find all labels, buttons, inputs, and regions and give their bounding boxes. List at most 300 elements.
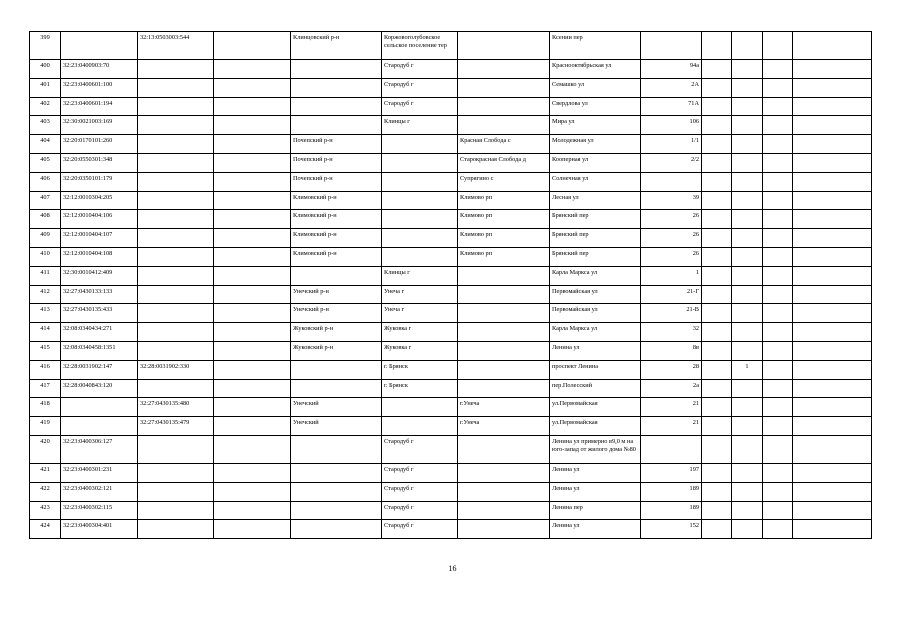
- district-cell: [291, 463, 382, 482]
- cadastral-number-2-cell: [138, 482, 214, 501]
- extra-cell-1: [702, 229, 732, 248]
- settlement-cell: [382, 172, 458, 191]
- district-cell: Почепский р-н: [291, 153, 382, 172]
- extra-cell-2: [732, 379, 763, 398]
- street-cell: Ленина ул: [550, 520, 641, 539]
- extra-cell-3: [763, 323, 793, 342]
- cadastral-number-cell: 32:27:0430135:433: [61, 304, 138, 323]
- cadastral-number-cell: 32:12:0010304:205: [61, 191, 138, 210]
- row-number-cell: 413: [30, 304, 61, 323]
- extra-cell-2: [732, 417, 763, 436]
- cadastral-number-2-cell: [138, 379, 214, 398]
- house-number-cell: 2А: [641, 78, 702, 97]
- blank-cell: [214, 135, 291, 154]
- cadastral-number-2-cell: [138, 153, 214, 172]
- extra-cell-2: 1: [732, 360, 763, 379]
- extra-cell-3: [763, 304, 793, 323]
- locality-cell: г.Унеча: [458, 398, 550, 417]
- district-cell: Почепский р-н: [291, 135, 382, 154]
- extra-cell-4: [793, 323, 872, 342]
- extra-cell-1: [702, 417, 732, 436]
- locality-cell: [458, 379, 550, 398]
- settlement-cell: Стародуб г: [382, 97, 458, 116]
- row-number-cell: 408: [30, 210, 61, 229]
- locality-cell: [458, 116, 550, 135]
- locality-cell: [458, 32, 550, 60]
- extra-cell-4: [793, 379, 872, 398]
- settlement-cell: Стародуб г: [382, 520, 458, 539]
- settlement-cell: Унеча г: [382, 304, 458, 323]
- locality-cell: Климово рп: [458, 191, 550, 210]
- extra-cell-2: [732, 463, 763, 482]
- district-cell: Климовский р-н: [291, 229, 382, 248]
- street-cell: Ленина ул: [550, 482, 641, 501]
- district-cell: Почепский р-н: [291, 172, 382, 191]
- settlement-cell: [382, 153, 458, 172]
- extra-cell-1: [702, 172, 732, 191]
- row-number-cell: 420: [30, 435, 61, 463]
- cadastral-number-cell: 32:23:0400306:127: [61, 435, 138, 463]
- extra-cell-2: [732, 482, 763, 501]
- extra-cell-4: [793, 191, 872, 210]
- extra-cell-3: [763, 398, 793, 417]
- cadastral-number-cell: 32:12:0010404:108: [61, 247, 138, 266]
- extra-cell-3: [763, 247, 793, 266]
- settlement-cell: Клинцы г: [382, 266, 458, 285]
- cadastral-number-2-cell: [138, 229, 214, 248]
- extra-cell-3: [763, 463, 793, 482]
- cadastral-number-2-cell: [138, 463, 214, 482]
- row-number-cell: 407: [30, 191, 61, 210]
- district-cell: Унечский р-н: [291, 304, 382, 323]
- blank-cell: [214, 379, 291, 398]
- house-number-cell: 28: [641, 360, 702, 379]
- extra-cell-2: [732, 97, 763, 116]
- row-number-cell: 415: [30, 341, 61, 360]
- blank-cell: [214, 341, 291, 360]
- settlement-cell: Стародуб г: [382, 501, 458, 520]
- table-row: [30, 172, 872, 191]
- cadastral-number-2-cell: [138, 323, 214, 342]
- table-row: [30, 520, 872, 539]
- extra-cell-2: [732, 323, 763, 342]
- cadastral-number-2-cell: [138, 285, 214, 304]
- table-row: [30, 463, 872, 482]
- street-cell: Лесная ул: [550, 191, 641, 210]
- street-cell: Ленина пер: [550, 501, 641, 520]
- table-row: [30, 135, 872, 154]
- table-row: [30, 229, 872, 248]
- street-cell: ул.Первомайская: [550, 398, 641, 417]
- blank-cell: [214, 191, 291, 210]
- settlement-cell: [382, 191, 458, 210]
- district-cell: Климовский р-н: [291, 247, 382, 266]
- table-row: [30, 78, 872, 97]
- street-cell: Ксении пер: [550, 32, 641, 60]
- house-number-cell: 1: [641, 266, 702, 285]
- district-cell: Жуковский р-н: [291, 341, 382, 360]
- extra-cell-1: [702, 379, 732, 398]
- extra-cell-1: [702, 520, 732, 539]
- extra-cell-4: [793, 116, 872, 135]
- extra-cell-1: [702, 323, 732, 342]
- house-number-cell: 26: [641, 229, 702, 248]
- extra-cell-1: [702, 247, 732, 266]
- house-number-cell: 1/1: [641, 135, 702, 154]
- table-row: [30, 210, 872, 229]
- extra-cell-2: [732, 247, 763, 266]
- extra-cell-2: [732, 341, 763, 360]
- extra-cell-1: [702, 135, 732, 154]
- cadastral-number-2-cell: [138, 501, 214, 520]
- cadastral-number-2-cell: [138, 304, 214, 323]
- settlement-cell: [382, 135, 458, 154]
- cadastral-number-2-cell: [138, 97, 214, 116]
- extra-cell-1: [702, 266, 732, 285]
- extra-cell-2: [732, 304, 763, 323]
- cadastral-number-2-cell: [138, 135, 214, 154]
- house-number-cell: 26: [641, 247, 702, 266]
- extra-cell-3: [763, 360, 793, 379]
- blank-cell: [214, 323, 291, 342]
- street-cell: Карла Маркса ул: [550, 323, 641, 342]
- blank-cell: [214, 247, 291, 266]
- cadastral-number-2-cell: [138, 172, 214, 191]
- row-number-cell: 414: [30, 323, 61, 342]
- street-cell: пер.Полесский: [550, 379, 641, 398]
- extra-cell-2: [732, 229, 763, 248]
- table-row: [30, 116, 872, 135]
- extra-cell-3: [763, 379, 793, 398]
- street-cell: проспект Ленина: [550, 360, 641, 379]
- district-cell: [291, 60, 382, 79]
- street-cell: Краснооктябрьская ул: [550, 60, 641, 79]
- extra-cell-4: [793, 463, 872, 482]
- extra-cell-3: [763, 501, 793, 520]
- extra-cell-2: [732, 501, 763, 520]
- blank-cell: [214, 229, 291, 248]
- extra-cell-1: [702, 78, 732, 97]
- page-number: 16: [448, 564, 457, 573]
- extra-cell-4: [793, 60, 872, 79]
- extra-cell-2: [732, 266, 763, 285]
- extra-cell-2: [732, 191, 763, 210]
- blank-cell: [214, 32, 291, 60]
- table-row: [30, 501, 872, 520]
- cadastral-number-cell: 32:23:0400302:115: [61, 501, 138, 520]
- row-number-cell: 418: [30, 398, 61, 417]
- extra-cell-1: [702, 482, 732, 501]
- cadastral-number-cell: 32:23:0400601:100: [61, 78, 138, 97]
- extra-cell-2: [732, 172, 763, 191]
- extra-cell-4: [793, 360, 872, 379]
- table-row: [30, 435, 872, 463]
- street-cell: Первомайская ул: [550, 304, 641, 323]
- extra-cell-4: [793, 435, 872, 463]
- extra-cell-3: [763, 153, 793, 172]
- cadastral-number-cell: 32:20:0170101:260: [61, 135, 138, 154]
- blank-cell: [214, 463, 291, 482]
- cadastral-number-cell: 32:20:0550301:348: [61, 153, 138, 172]
- extra-cell-3: [763, 172, 793, 191]
- extra-cell-2: [732, 116, 763, 135]
- street-cell: Карла Маркса ул: [550, 266, 641, 285]
- street-cell: Ленина ул примерно в9,0 м на юго-запад от жилого дома №80: [550, 435, 641, 463]
- house-number-cell: [641, 435, 702, 463]
- locality-cell: [458, 266, 550, 285]
- blank-cell: [214, 210, 291, 229]
- extra-cell-4: [793, 78, 872, 97]
- blank-cell: [214, 398, 291, 417]
- district-cell: [291, 520, 382, 539]
- extra-cell-2: [732, 60, 763, 79]
- cadastral-number-cell: 32:28:0031902:147: [61, 360, 138, 379]
- blank-cell: [214, 482, 291, 501]
- street-cell: Брянский пер: [550, 210, 641, 229]
- district-cell: [291, 501, 382, 520]
- row-number-cell: 409: [30, 229, 61, 248]
- street-cell: Брянский пер: [550, 229, 641, 248]
- document-sheet: [29, 31, 872, 539]
- table-row: [30, 360, 872, 379]
- extra-cell-4: [793, 304, 872, 323]
- row-number-cell: 416: [30, 360, 61, 379]
- locality-cell: [458, 97, 550, 116]
- extra-cell-3: [763, 78, 793, 97]
- district-cell: [291, 482, 382, 501]
- extra-cell-1: [702, 341, 732, 360]
- extra-cell-3: [763, 210, 793, 229]
- extra-cell-3: [763, 135, 793, 154]
- locality-cell: Старокрасная Слобода д: [458, 153, 550, 172]
- table-row: [30, 285, 872, 304]
- extra-cell-1: [702, 60, 732, 79]
- settlement-cell: [382, 247, 458, 266]
- district-cell: Жуковский р-н: [291, 323, 382, 342]
- table-row: [30, 398, 872, 417]
- extra-cell-3: [763, 32, 793, 60]
- table-row: [30, 379, 872, 398]
- extra-cell-2: [732, 520, 763, 539]
- cadastral-number-cell: 32:30:0010412:409: [61, 266, 138, 285]
- extra-cell-4: [793, 482, 872, 501]
- row-number-cell: 402: [30, 97, 61, 116]
- extra-cell-3: [763, 435, 793, 463]
- extra-cell-3: [763, 285, 793, 304]
- blank-cell: [214, 172, 291, 191]
- house-number-cell: [641, 32, 702, 60]
- settlement-cell: Клинцы г: [382, 116, 458, 135]
- blank-cell: [214, 520, 291, 539]
- blank-cell: [214, 60, 291, 79]
- extra-cell-1: [702, 463, 732, 482]
- locality-cell: Супрягино с: [458, 172, 550, 191]
- extra-cell-3: [763, 417, 793, 436]
- cadastral-number-cell: 32:23:0400903:70: [61, 60, 138, 79]
- extra-cell-1: [702, 398, 732, 417]
- street-cell: Ленина ул: [550, 463, 641, 482]
- extra-cell-2: [732, 435, 763, 463]
- house-number-cell: 8в: [641, 341, 702, 360]
- district-cell: [291, 360, 382, 379]
- locality-cell: г.Унеча: [458, 417, 550, 436]
- locality-cell: [458, 323, 550, 342]
- district-cell: Клинцовский р-н: [291, 32, 382, 60]
- extra-cell-1: [702, 116, 732, 135]
- settlement-cell: [382, 229, 458, 248]
- row-number-cell: 422: [30, 482, 61, 501]
- table-row: [30, 153, 872, 172]
- extra-cell-4: [793, 501, 872, 520]
- extra-cell-4: [793, 285, 872, 304]
- cadastral-number-cell: 32:23:0400302:121: [61, 482, 138, 501]
- table-row: [30, 266, 872, 285]
- extra-cell-3: [763, 60, 793, 79]
- table-row: [30, 60, 872, 79]
- extra-cell-2: [732, 153, 763, 172]
- house-number-cell: 21-В: [641, 304, 702, 323]
- street-cell: ул.Первомайская: [550, 417, 641, 436]
- settlement-cell: Стародуб г: [382, 463, 458, 482]
- cadastral-number-cell: 32:30:0021003:169: [61, 116, 138, 135]
- extra-cell-3: [763, 116, 793, 135]
- extra-cell-3: [763, 482, 793, 501]
- locality-cell: Климово рп: [458, 247, 550, 266]
- district-cell: [291, 97, 382, 116]
- locality-cell: [458, 501, 550, 520]
- house-number-cell: 21: [641, 417, 702, 436]
- blank-cell: [214, 153, 291, 172]
- row-number-cell: 401: [30, 78, 61, 97]
- cadastral-number-2-cell: 32:27:0430135:480: [138, 398, 214, 417]
- row-number-cell: 419: [30, 417, 61, 436]
- extra-cell-4: [793, 229, 872, 248]
- street-cell: Семашко ул: [550, 78, 641, 97]
- locality-cell: Климово рп: [458, 210, 550, 229]
- house-number-cell: [641, 172, 702, 191]
- cadastral-number-cell: 32:23:0400301:231: [61, 463, 138, 482]
- settlement-cell: [382, 398, 458, 417]
- settlement-cell: Коржовоголубовское сельское поселение тер: [382, 32, 458, 60]
- street-cell: Мира ул: [550, 116, 641, 135]
- settlement-cell: Жуковка г: [382, 341, 458, 360]
- extra-cell-3: [763, 97, 793, 116]
- extra-cell-1: [702, 97, 732, 116]
- row-number-cell: 410: [30, 247, 61, 266]
- street-cell: Кооперная ул: [550, 153, 641, 172]
- extra-cell-1: [702, 285, 732, 304]
- cadastral-number-cell: [61, 32, 138, 60]
- cadastral-number-cell: 32:28:0040843:120: [61, 379, 138, 398]
- cadastral-number-cell: 32:20:0350101:179: [61, 172, 138, 191]
- extra-cell-1: [702, 32, 732, 60]
- street-cell: Первомайская ул: [550, 285, 641, 304]
- settlement-cell: [382, 210, 458, 229]
- row-number-cell: 406: [30, 172, 61, 191]
- table-row: [30, 97, 872, 116]
- street-cell: Солнечная ул: [550, 172, 641, 191]
- blank-cell: [214, 78, 291, 97]
- row-number-cell: 403: [30, 116, 61, 135]
- extra-cell-2: [732, 135, 763, 154]
- extra-cell-4: [793, 417, 872, 436]
- cadastral-number-2-cell: [138, 341, 214, 360]
- settlement-cell: г. Брянск: [382, 360, 458, 379]
- cadastral-number-2-cell: [138, 247, 214, 266]
- extra-cell-4: [793, 135, 872, 154]
- locality-cell: [458, 78, 550, 97]
- street-cell: Свердлова ул: [550, 97, 641, 116]
- street-cell: Брянский пер: [550, 247, 641, 266]
- row-number-cell: 421: [30, 463, 61, 482]
- table-row: [30, 323, 872, 342]
- cadastral-number-2-cell: [138, 191, 214, 210]
- row-number-cell: 399: [30, 32, 61, 60]
- extra-cell-3: [763, 520, 793, 539]
- row-number-cell: 423: [30, 501, 61, 520]
- locality-cell: Красная Слобода с: [458, 135, 550, 154]
- extra-cell-1: [702, 191, 732, 210]
- table-row: [30, 482, 872, 501]
- locality-cell: [458, 60, 550, 79]
- extra-cell-2: [732, 32, 763, 60]
- house-number-cell: 106: [641, 116, 702, 135]
- extra-cell-3: [763, 191, 793, 210]
- house-number-cell: 189: [641, 501, 702, 520]
- settlement-cell: Стародуб г: [382, 435, 458, 463]
- district-cell: [291, 435, 382, 463]
- house-number-cell: 2/2: [641, 153, 702, 172]
- extra-cell-4: [793, 247, 872, 266]
- locality-cell: [458, 482, 550, 501]
- house-number-cell: 21-Г: [641, 285, 702, 304]
- blank-cell: [214, 285, 291, 304]
- cadastral-number-2-cell: 32:27:0430135:479: [138, 417, 214, 436]
- district-cell: [291, 266, 382, 285]
- settlement-cell: Жуковка г: [382, 323, 458, 342]
- extra-cell-2: [732, 78, 763, 97]
- settlement-cell: г. Брянск: [382, 379, 458, 398]
- extra-cell-3: [763, 229, 793, 248]
- settlement-cell: [382, 417, 458, 436]
- extra-cell-4: [793, 520, 872, 539]
- blank-cell: [214, 360, 291, 379]
- extra-cell-2: [732, 210, 763, 229]
- row-number-cell: 412: [30, 285, 61, 304]
- house-number-cell: 21: [641, 398, 702, 417]
- blank-cell: [214, 266, 291, 285]
- table-row: [30, 417, 872, 436]
- locality-cell: [458, 360, 550, 379]
- row-number-cell: 405: [30, 153, 61, 172]
- extra-cell-3: [763, 266, 793, 285]
- district-cell: Унечский р-н: [291, 285, 382, 304]
- row-number-cell: 411: [30, 266, 61, 285]
- blank-cell: [214, 417, 291, 436]
- table-row: [30, 247, 872, 266]
- cadastral-number-cell: 32:23:0400601:194: [61, 97, 138, 116]
- cadastral-number-2-cell: [138, 116, 214, 135]
- extra-cell-1: [702, 435, 732, 463]
- cadastral-number-2-cell: [138, 435, 214, 463]
- cadastral-number-2-cell: 32:28:0031902:330: [138, 360, 214, 379]
- extra-cell-2: [732, 398, 763, 417]
- extra-cell-1: [702, 210, 732, 229]
- cadastral-number-2-cell: [138, 78, 214, 97]
- locality-cell: [458, 463, 550, 482]
- cadastral-number-2-cell: 32:13:0503003:544: [138, 32, 214, 60]
- district-cell: Унечский: [291, 417, 382, 436]
